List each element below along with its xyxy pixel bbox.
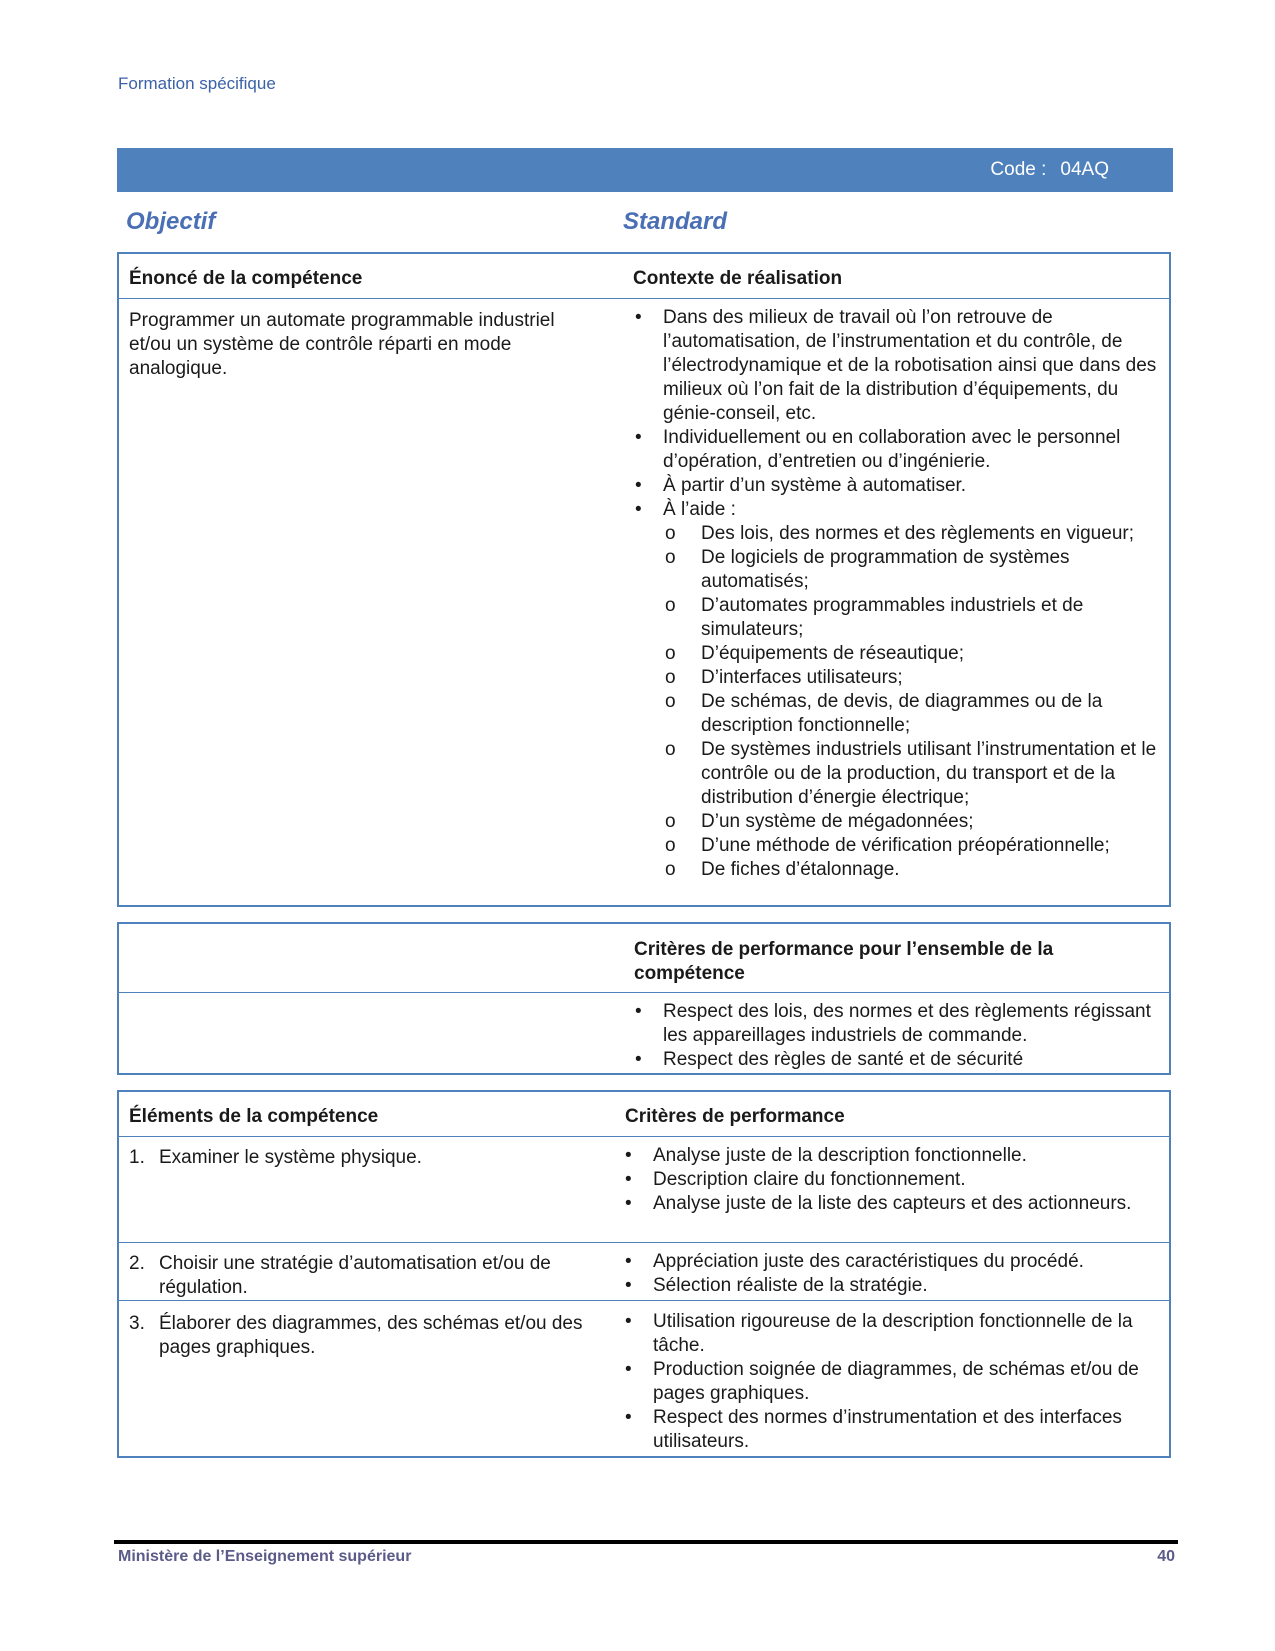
criteres-header: Critères de performance	[625, 1106, 845, 1127]
critere-item: • Description claire du fonctionnement.	[623, 1168, 1153, 1192]
criteres-ensemble-item: • Respect des lois, des normes et des règlements régissant les appareillages industriels de commande.	[633, 1000, 1163, 1048]
criteres-ensemble-list	[633, 1000, 1163, 1072]
aide-item: o Des lois, des normes et des règlements en vigueur;	[663, 522, 1158, 546]
aide-item: o De systèmes industriels utilisant l’instrumentation et le contrôle ou de la production, du transport et de la distribution d’énergie électrique;	[663, 738, 1158, 810]
aide-item: o D’automates programmables industriels et de simulateurs;	[663, 594, 1158, 642]
element-row-1	[129, 1146, 599, 1170]
contexte-list	[633, 306, 1158, 882]
page-number: 40	[1157, 1548, 1175, 1565]
critere-item: • Production soignée de diagrammes, de schémas et/ou de pages graphiques.	[623, 1358, 1153, 1406]
criteres-ensemble-table	[117, 922, 1171, 1075]
elements-header-divider	[119, 1136, 1169, 1137]
row-divider	[119, 1300, 1169, 1301]
enonce-text: Programmer un automate programmable industriel et/ou un système de contrôle réparti en mode analogique.	[129, 310, 555, 379]
standard-title: Standard	[623, 208, 728, 235]
critere-item: • Utilisation rigoureuse de la description fonctionnelle de la tâche.	[623, 1310, 1153, 1358]
aide-list	[663, 522, 1158, 882]
aide-item: o D’équipements de réseautique;	[663, 642, 1158, 666]
contexte-item: • Dans des milieux de travail où l’on retrouve de l’automatisation, de l’instrumentation et du contrôle, de l’électrodynamique et de la robotisation ainsi que dans des milieux où l’on fait de la distribution d’équipements, du génie-conseil, etc.	[633, 306, 1158, 426]
code-label-text: Code :	[990, 159, 1047, 180]
code-label	[976, 159, 1109, 181]
elements-table	[117, 1090, 1171, 1458]
footer-rule	[114, 1540, 1178, 1544]
element-row-2	[129, 1252, 599, 1300]
element-row-3	[129, 1312, 599, 1360]
contexte-item: • À partir d’un système à automatiser.	[633, 474, 1158, 498]
competence-table	[117, 252, 1171, 907]
footer-ministry: Ministère de l’Enseignement supérieur	[118, 1548, 412, 1565]
aide-item: o De schémas, de devis, de diagrammes ou de la description fonctionnelle;	[663, 690, 1158, 738]
critere-item: • Sélection réaliste de la stratégie.	[623, 1274, 1153, 1298]
criteres-row-1	[623, 1144, 1153, 1216]
contexte-item: • Individuellement ou en collaboration avec le personnel d’opération, d’entretien ou d’ingénierie.	[633, 426, 1158, 474]
elements-header: Éléments de la compétence	[129, 1106, 379, 1127]
code-value: 04AQ	[1060, 159, 1109, 180]
criteres-row-3	[623, 1310, 1153, 1454]
criteres-ensemble-item: • Respect des règles de santé et de sécurité	[633, 1048, 1163, 1072]
aide-item: o D’une méthode de vérification préopérationnelle;	[663, 834, 1158, 858]
aide-item: o D’interfaces utilisateurs;	[663, 666, 1158, 690]
code-bar	[117, 148, 1173, 192]
critere-item: • Respect des normes d’instrumentation et des interfaces utilisateurs.	[623, 1406, 1153, 1454]
criteres-ensemble-header: Critères de performance pour l’ensemble de la compétence	[634, 939, 1054, 984]
element-item: 3. Élaborer des diagrammes, des schémas et/ou des pages graphiques.	[129, 1313, 583, 1358]
aide-item: o D’un système de mégadonnées;	[663, 810, 1158, 834]
critere-item: • Analyse juste de la liste des capteurs et des actionneurs.	[623, 1192, 1153, 1216]
contexte-item: • À l’aide : o Des lois, des normes et des règlements en vigueur; o De logiciels de programmation de systèmes automatisés; o D’automates programmables industriels et de simulateurs; o D’équipements de réseautique; o D’interfaces utilisateurs; o De schémas, de devis, de diagrammes ou de la description fonctionnelle; o De systèmes industriels utilisant l’instrumentation et le contrôle ou de la production, du transport et de la distribution d’énergie électrique; o D’un système de mégadonnées; o D’une méthode de vérification préopérationnelle; o De fiches d’étalonnage.	[633, 498, 1158, 882]
criteres-ensemble-divider	[119, 992, 1169, 993]
objectif-title: Objectif	[126, 208, 216, 235]
aide-item: o De fiches d’étalonnage.	[663, 858, 1158, 882]
program-header: Formation spécifique	[118, 74, 276, 93]
contexte-header: Contexte de réalisation	[633, 268, 843, 289]
aide-item: o De logiciels de programmation de systèmes automatisés;	[663, 546, 1158, 594]
element-item: 2. Choisir une stratégie d’automatisation et/ou de régulation.	[129, 1253, 551, 1298]
row-divider	[119, 1242, 1169, 1243]
criteres-row-2	[623, 1250, 1153, 1298]
critere-item: • Analyse juste de la description fonctionnelle.	[623, 1144, 1153, 1168]
critere-item: • Appréciation juste des caractéristiques du procédé.	[623, 1250, 1153, 1274]
enonce-header: Énoncé de la compétence	[129, 268, 363, 289]
header-divider	[119, 298, 1169, 299]
element-item: 1. Examiner le système physique.	[129, 1147, 422, 1168]
